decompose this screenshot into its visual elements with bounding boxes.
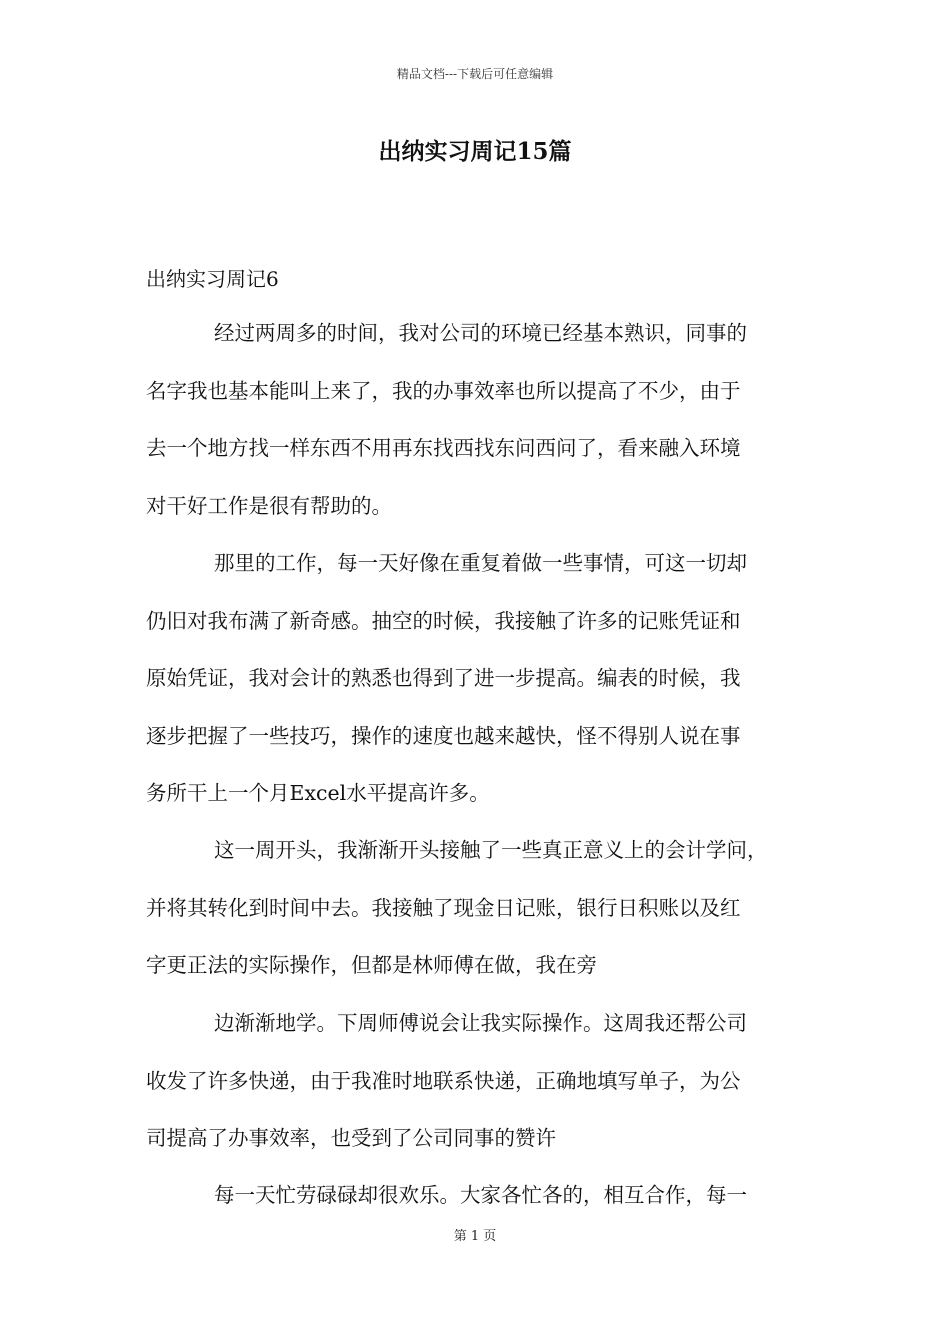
paragraph-5 — [146, 1167, 826, 1225]
paragraph-line: 名字我也基本能叫上来了，我的办事效率也所以提高了不少，由于 — [146, 378, 741, 403]
paragraph-2 — [146, 535, 826, 823]
paragraph-line: 字更正法的实际操作，但都是林师傅在做，我在旁 — [146, 953, 597, 977]
paragraph-line: 收发了许多快递，由于我准时地联系快递，正确地填写单子，为公 — [146, 1068, 741, 1093]
paragraph-line: 去一个地方找一样东西不用再东找西找东问西问了，看来融入环境 — [146, 436, 741, 460]
page-number: 第 1 页 — [453, 1229, 497, 1244]
paragraph-line: 经过两周多的时间，我对公司的环境已经基本熟识，同事的 — [214, 321, 747, 345]
paragraph-line: 务所干上一个月Excel水平提高许多。 — [146, 781, 490, 805]
paragraph-line: 那里的工作，每一天好像在重复着做一些事情，可这一切却 — [214, 551, 747, 575]
paragraph-line: 对干好工作是很有帮助的。 — [146, 493, 392, 518]
paragraph-line: 这一周开头，我渐渐开头接触了一些真正意义上的会计学问， — [214, 838, 768, 862]
page-header: 精品文档---下载后可任意编辑 — [396, 67, 554, 81]
paragraph-1 — [146, 305, 826, 535]
paragraph-line: 并将其转化到时间中去。我接触了现金日记账，银行日积账以及红 — [146, 895, 741, 920]
paragraph-line: 司提高了办事效率，也受到了公司同事的赞许 — [146, 1126, 556, 1150]
paragraph-3 — [146, 822, 826, 995]
document-title: 出纳实习周记15篇 — [378, 138, 572, 165]
paragraph-4 — [146, 995, 826, 1168]
paragraph-line: 边渐渐地学。下周师傅说会让我实际操作。这周我还帮公司 — [214, 1011, 747, 1035]
paragraph-line: 逐步把握了一些技巧，操作的速度也越来越快，怪不得别人说在事 — [146, 723, 741, 748]
paragraph-line: 原始凭证，我对会计的熟悉也得到了进一步提高。编表的时候，我 — [146, 666, 741, 690]
paragraph-line: 仍旧对我布满了新奇感。抽空的时候，我接触了许多的记账凭证和 — [146, 608, 741, 633]
paragraph-line: 每一天忙劳碌碌却很欢乐。大家各忙各的，相互合作，每一 — [214, 1183, 747, 1207]
section-heading: 出纳实习周记6 — [146, 267, 279, 291]
